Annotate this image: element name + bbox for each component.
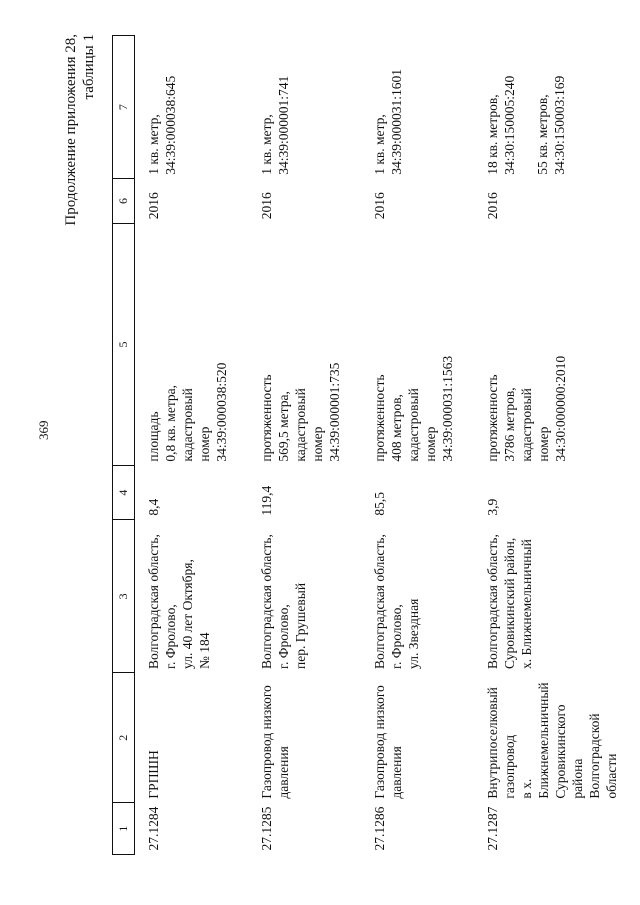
specification-line: протяженность xyxy=(485,374,500,462)
column-header: 3 xyxy=(113,520,135,673)
specification-line: номер xyxy=(536,426,551,462)
cell-address xyxy=(474,520,638,673)
extra-info-line: 34:39:000001:741 xyxy=(276,75,291,175)
column-header: 1 xyxy=(113,803,135,855)
table-row xyxy=(361,36,474,855)
cell-object-name xyxy=(361,673,474,803)
cell-value: 119,4 xyxy=(259,485,274,516)
address-line: Волгоградская область, xyxy=(259,534,274,669)
column-header: 7 xyxy=(113,36,135,179)
cell-extra-info xyxy=(248,36,361,179)
extra-info-line: 34:30:150005:240 xyxy=(502,75,517,175)
cell-year: 2016 xyxy=(259,192,274,220)
cell-year: 2016 xyxy=(485,192,500,220)
address-line: № 184 xyxy=(197,632,212,669)
cell-object-name xyxy=(474,673,638,803)
specification-line: 34:39:000031:1563 xyxy=(440,355,455,462)
cell-specification xyxy=(474,223,638,465)
address-line: Суровикинский район, xyxy=(502,537,517,669)
caption-line-1: Продолжение приложения 28, xyxy=(63,34,79,226)
address-line: х. Ближнемельничный xyxy=(519,539,534,669)
header-row xyxy=(113,36,135,855)
specification-line: 408 метров, xyxy=(389,394,404,462)
specification-line: 0,8 кв. метра, xyxy=(163,384,178,462)
cell-extra-info xyxy=(361,36,474,179)
object-name-line: Суровикинского района xyxy=(553,704,585,799)
table-row xyxy=(248,36,361,855)
object-name-line: ГРПШН xyxy=(146,750,161,799)
specification-line: номер xyxy=(310,426,325,462)
extra-info-line: 55 кв. метров, xyxy=(535,94,550,175)
specification-line: кадастровый xyxy=(406,388,421,462)
table-caption xyxy=(62,34,98,226)
cell-year: 2016 xyxy=(372,192,387,220)
address-line: г. Фролово, xyxy=(389,604,404,669)
specification-line: кадастровый xyxy=(180,388,195,462)
specification-line: номер xyxy=(423,426,438,462)
specification-line: 34:39:000038:520 xyxy=(214,362,229,462)
specification-line: площадь xyxy=(146,411,161,462)
cell-object-name xyxy=(135,673,249,803)
cell-value: 85,5 xyxy=(372,492,387,516)
column-header: 2 xyxy=(113,673,135,803)
specification-line: 3786 метров, xyxy=(502,387,517,462)
cell-row-id: 27.1285 xyxy=(259,806,274,851)
cell-object-name xyxy=(248,673,361,803)
cell-year: 2016 xyxy=(146,192,161,220)
cell-address xyxy=(135,520,249,673)
address-line: пер. Грушевый xyxy=(293,582,308,669)
extra-info-line: 1 кв. метр, xyxy=(146,114,161,175)
cell-specification xyxy=(361,223,474,465)
extra-info-line: 1 кв. метр, xyxy=(372,114,387,175)
specification-line: кадастровый xyxy=(293,388,308,462)
object-name-line: газопровод xyxy=(502,734,517,799)
extra-info-line: 1 кв. метр, xyxy=(259,114,274,175)
extra-info-line: 34:39:000031:1601 xyxy=(389,69,404,175)
object-name-line: Газопровод низкого xyxy=(259,685,274,799)
address-line: г. Фролово, xyxy=(163,604,178,669)
column-header: 4 xyxy=(113,466,135,520)
specification-line: протяженность xyxy=(259,374,274,462)
object-name-line: давления xyxy=(276,746,291,799)
column-header: 5 xyxy=(113,223,135,465)
cell-row-id: 27.1286 xyxy=(372,806,387,851)
object-name-line: давления xyxy=(389,746,404,799)
object-name-line: Внутрипоселковый xyxy=(485,687,500,799)
cell-specification xyxy=(248,223,361,465)
extra-info-line: 34:39:000038:645 xyxy=(163,75,178,175)
specification-line: протяженность xyxy=(372,374,387,462)
cell-address xyxy=(361,520,474,673)
object-name-line: в х. Ближнемельничный xyxy=(519,682,551,799)
column-header: 6 xyxy=(113,179,135,223)
address-line: Волгоградская область, xyxy=(485,534,500,669)
cell-value: 3,9 xyxy=(485,498,500,516)
page-number: 369 xyxy=(36,420,51,440)
specification-line: номер xyxy=(197,426,212,462)
specification-line: 34:30:000000:2010 xyxy=(553,355,568,462)
specification-line: 34:39:000001:735 xyxy=(327,362,342,462)
cell-address xyxy=(248,520,361,673)
cell-extra-info xyxy=(135,36,249,179)
extra-info-line xyxy=(518,40,534,175)
address-line: Волгоградская область, xyxy=(372,534,387,669)
address-line: ул. 40 лет Октября, xyxy=(180,559,195,669)
specification-line: кадастровый xyxy=(519,388,534,462)
address-line: ул. Звездная xyxy=(406,598,421,669)
table-row xyxy=(135,36,249,855)
extra-info-line: 34:30:150003:169 xyxy=(552,75,567,175)
specification-line: 569,5 метра, xyxy=(276,391,291,462)
table-row xyxy=(474,36,638,855)
cell-value: 8,4 xyxy=(146,498,161,516)
object-name-line: Волгоградской области xyxy=(587,713,619,799)
cell-extra-info xyxy=(474,36,638,179)
extra-info-line: 18 кв. метров, xyxy=(485,94,500,175)
object-name-line: Газопровод низкого xyxy=(372,685,387,799)
caption-line-2: таблицы 1 xyxy=(81,34,97,100)
property-table xyxy=(112,35,638,855)
cell-row-id: 27.1284 xyxy=(146,806,161,851)
cell-specification xyxy=(135,223,249,465)
address-line: Волгоградская область, xyxy=(146,534,161,669)
cell-row-id: 27.1287 xyxy=(485,806,500,851)
address-line: г. Фролово, xyxy=(276,604,291,669)
